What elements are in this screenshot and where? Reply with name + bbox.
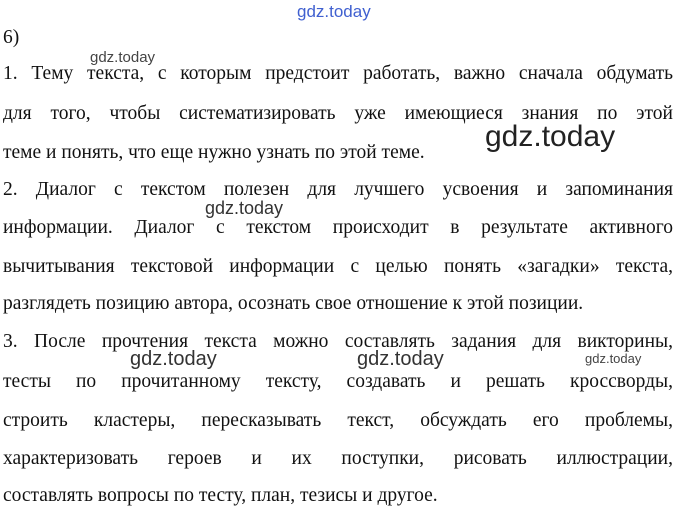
- text-line-11: характеризовать героев и их поступки, рисовать иллюстрации,: [3, 448, 673, 469]
- text-line-1: 1. Тему текста, с которым предстоит работать, важно сначала обдумать: [3, 63, 673, 84]
- text-line-5: информации. Диалог с текстом происходит в результате активного: [3, 217, 673, 238]
- text-line-2: для того, чтобы систематизировать уже имеющиеся знания по этой: [3, 103, 673, 124]
- text-line-8: 3. После прочтения текста можно составлять задания для викторины,: [3, 331, 673, 352]
- text-line-9: тесты по прочитанному тексту, создавать и решать кроссворды,: [3, 371, 673, 392]
- text-line-7: разглядеть позицию автора, осознать свое отношение к этой позиции.: [3, 293, 584, 314]
- watermark: gdz.today: [357, 348, 444, 370]
- text-line-10: строить кластеры, пересказывать текст, обсуждать его проблемы,: [3, 410, 673, 431]
- text-line-3: теме и понять, что еще нужно узнать по этой теме.: [3, 142, 425, 163]
- text-line-12: составлять вопросы по тесту, план, тезисы и другое.: [3, 485, 438, 506]
- watermark: gdz.today: [90, 49, 156, 66]
- watermark: gdz.today: [585, 351, 642, 366]
- watermark: gdz.today: [130, 348, 217, 370]
- watermark-top: gdz.today: [297, 2, 371, 21]
- text-line-4: 2. Диалог с текстом полезен для лучшего усвоения и запоминания: [3, 179, 673, 200]
- watermark: gdz.today: [205, 198, 284, 218]
- exercise-number: 6): [3, 27, 20, 48]
- text-line-6: вычитывания текстовой информации с целью понять «загадки» текста,: [3, 256, 673, 277]
- watermark: gdz.today: [485, 120, 616, 153]
